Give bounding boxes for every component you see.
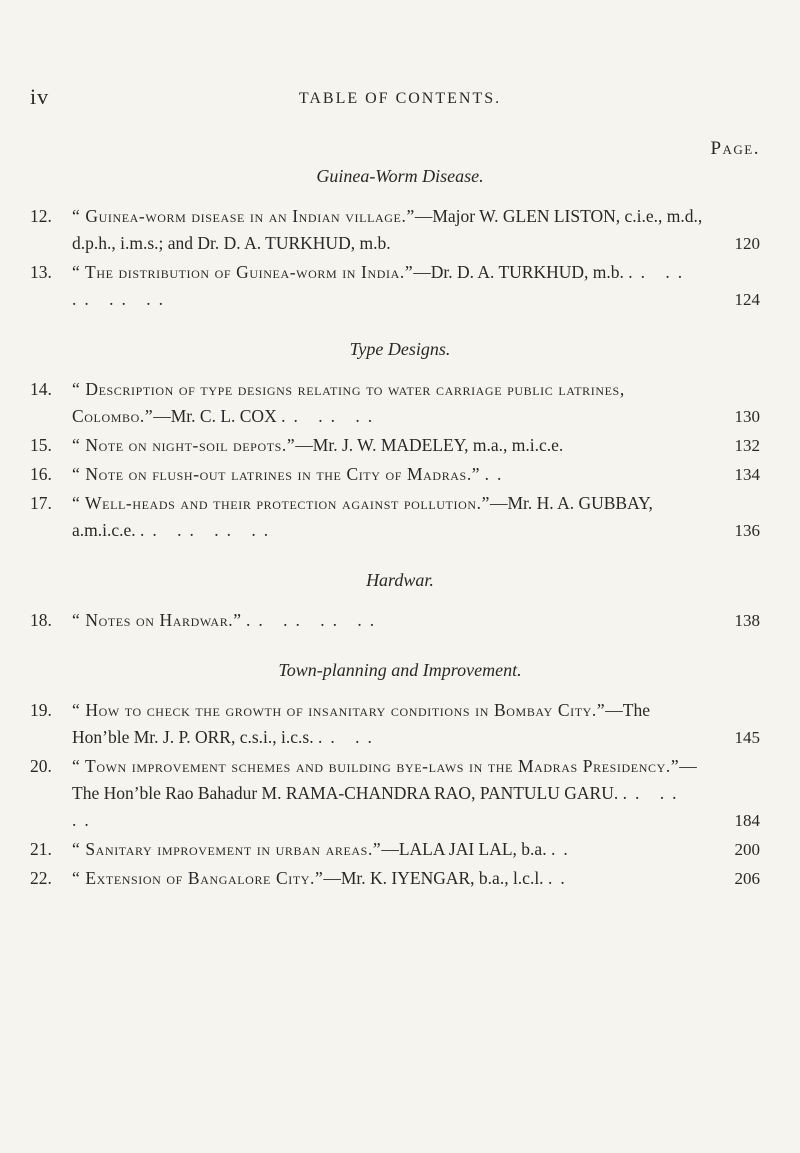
entry-page: 200 <box>734 840 760 859</box>
entry-number: 21. <box>30 839 52 859</box>
entry-title: “ Well-heads and their protection against pollution.” <box>72 493 490 513</box>
entry-page: 206 <box>734 869 760 888</box>
toc-entry[interactable] <box>30 490 770 544</box>
entry-title: “ Guinea-worm disease in an Indian village.” <box>72 206 415 226</box>
entry-author: —Major W. GLEN LISTON, c.i.e., m.d., d.p.h., i.m.s.; and Dr. D. A. TURKHUD, m.b. <box>72 206 703 253</box>
entry-title: “ Description of type designs relating to water carriage public latrines, Colombo.” <box>72 379 625 426</box>
entry-title: “ Sanitary improvement in urban areas.” <box>72 839 382 859</box>
entry-number: 12. <box>30 206 52 226</box>
entry-author: —Mr. K. IYENGAR, b.a., l.c.l. <box>323 868 544 888</box>
page-number: iv <box>30 84 50 109</box>
entry-number: 22. <box>30 868 52 888</box>
leader-dots: .. <box>484 464 510 484</box>
entry-page: 136 <box>734 521 760 540</box>
section-title: Town-planning and Improvement. <box>278 660 522 680</box>
entry-page: 124 <box>734 290 760 309</box>
entry-page: 145 <box>734 728 760 747</box>
entry-author: —Mr. H. A. GUBBAY, a.m.i.c.e. <box>72 493 653 540</box>
leader-dots: .. <box>547 868 573 888</box>
toc-section <box>30 166 770 313</box>
entry-number: 16. <box>30 464 52 484</box>
running-title: TABLE OF CONTENTS. <box>298 90 502 107</box>
entry-author: —The Hon’ble Rao Bahadur M. RAMA-CHANDRA RAO, PANTULU GARU. <box>72 756 697 803</box>
toc-entry[interactable] <box>30 376 770 430</box>
entry-author: —Mr. C. L. COX <box>153 406 277 426</box>
toc-entry[interactable] <box>30 461 770 488</box>
leader-dots: .. .. .. .. .. <box>72 262 691 309</box>
toc-entry[interactable] <box>30 865 770 892</box>
toc-entry[interactable] <box>30 836 770 863</box>
leader-dots: .. .. .. <box>72 783 685 830</box>
entry-title: “ Note on flush-out latrines in the City of Madras.” <box>72 464 481 484</box>
toc-section <box>30 339 770 544</box>
entry-page: 132 <box>734 436 760 455</box>
entry-page: 130 <box>734 407 760 426</box>
entry-title: “ The distribution of Guinea-worm in India.” <box>72 262 414 282</box>
entry-title: “ How to check the growth of insanitary conditions in Bombay City.” <box>72 700 606 720</box>
entry-number: 17. <box>30 493 52 513</box>
section-title: Guinea-Worm Disease. <box>316 166 484 186</box>
toc-section <box>30 570 770 634</box>
contents-body <box>30 160 770 894</box>
page-column-label: Page. <box>710 138 760 159</box>
section-title: Hardwar. <box>366 570 434 590</box>
leader-dots: .. .. .. <box>281 406 381 426</box>
entry-number: 13. <box>30 262 52 282</box>
toc-entry[interactable] <box>30 697 770 751</box>
toc-entry[interactable] <box>30 753 770 834</box>
toc-entry[interactable] <box>30 259 770 313</box>
toc-section <box>30 660 770 892</box>
entry-page: 134 <box>734 465 760 484</box>
entry-title: “ Extension of Bangalore City.” <box>72 868 324 888</box>
leader-dots: .. .. .. .. <box>140 520 277 540</box>
entry-author: —LALA JAI LAL, b.a. <box>381 839 547 859</box>
entry-number: 15. <box>30 435 52 455</box>
leader-dots: .. .. .. .. <box>246 610 383 630</box>
entry-number: 18. <box>30 610 52 630</box>
entry-title: “ Town improvement schemes and building bye-laws in the Madras Presidency.” <box>72 756 680 776</box>
entry-number: 19. <box>30 700 52 720</box>
entry-number: 20. <box>30 756 52 776</box>
leader-dots: .. .. <box>317 727 380 747</box>
leader-dots: .. <box>550 839 576 859</box>
entry-author: —The Hon’ble Mr. J. P. ORR, c.s.i., i.c.s. <box>72 700 650 747</box>
section-title: Type Designs. <box>349 339 451 359</box>
entry-title: “ Notes on Hardwar.” <box>72 610 242 630</box>
entry-number: 14. <box>30 379 52 399</box>
toc-entry[interactable] <box>30 203 770 257</box>
toc-entry[interactable] <box>30 432 770 459</box>
entry-author: —Mr. J. W. MADELEY, m.a., m.i.c.e. <box>295 435 564 455</box>
toc-entry[interactable] <box>30 607 770 634</box>
entry-page: 120 <box>734 234 760 253</box>
entry-title: “ Note on night-soil depots.” <box>72 435 296 455</box>
entry-page: 138 <box>734 611 760 630</box>
entry-page: 184 <box>734 811 760 830</box>
entry-author: —Dr. D. A. TURKHUD, m.b. <box>413 262 624 282</box>
